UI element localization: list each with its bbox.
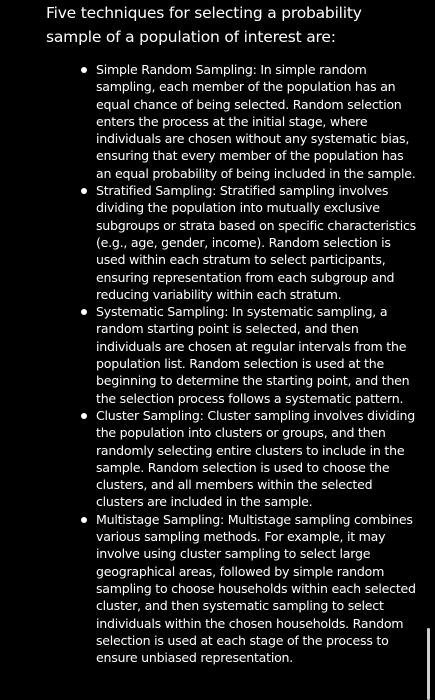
list-item-text: Simple Random Sampling: In simple random sampling, each member of the population has an equal chance of being selected. Random selection enters the process at the initial stage, where individuals are chosen without any systematic bias, ensuring that every member of the population has an equal probability of being included in the sample.: [96, 62, 416, 181]
answer-content: [46, 0, 421, 666]
list-item-multistage-sampling: [46, 511, 421, 667]
techniques-list: [46, 61, 421, 666]
list-item-systematic-sampling: [46, 303, 421, 407]
bullet-icon: [81, 413, 87, 419]
bullet-icon: [81, 309, 87, 315]
intro-paragraph: Five techniques for selecting a probability sample of a population of interest are:: [46, 4, 362, 46]
list-item-text: Multistage Sampling: Multistage sampling combines various sampling methods. For example, it may involve using cluster sampling to select large geographical areas, followed by simple random sampling to choose households within each selected cluster, and then systematic sampling to select individuals within the chosen households. Random selection is used at each stage of the process to ensure unbiased representation.: [96, 511, 416, 666]
list-item-cluster-sampling: [46, 407, 421, 511]
list-item-simple-random-sampling: [46, 61, 421, 182]
bullet-icon: [81, 517, 87, 523]
list-item-text: Cluster Sampling: Cluster sampling involves dividing the population into clusters or groups, and then randomly selecting entire clusters to include in the sample. Random selection is used to choose the clusters, and all members within the selected clusters are included in the sample.: [96, 407, 415, 510]
bullet-icon: [81, 188, 87, 194]
list-item-stratified-sampling: [46, 182, 421, 303]
bullet-icon: [81, 67, 87, 73]
list-item-text: Stratified Sampling: Stratified sampling involves dividing the population into mutually exclusive subgroups or strata based on specific characteristics (e.g., age, gender, income). Random selection is used within each stratum to select participants, ensuring representation from each subgroup and reducing variability within each stratum.: [96, 183, 416, 302]
vertical-scrollbar[interactable]: [427, 628, 430, 700]
list-item-text: Systematic Sampling: In systematic sampling, a random starting point is selected, and then individuals are chosen at regular intervals from the population list. Random selection is used at the beginning to determine the starting point, and then the selection process follows a systematic pattern.: [96, 304, 410, 406]
